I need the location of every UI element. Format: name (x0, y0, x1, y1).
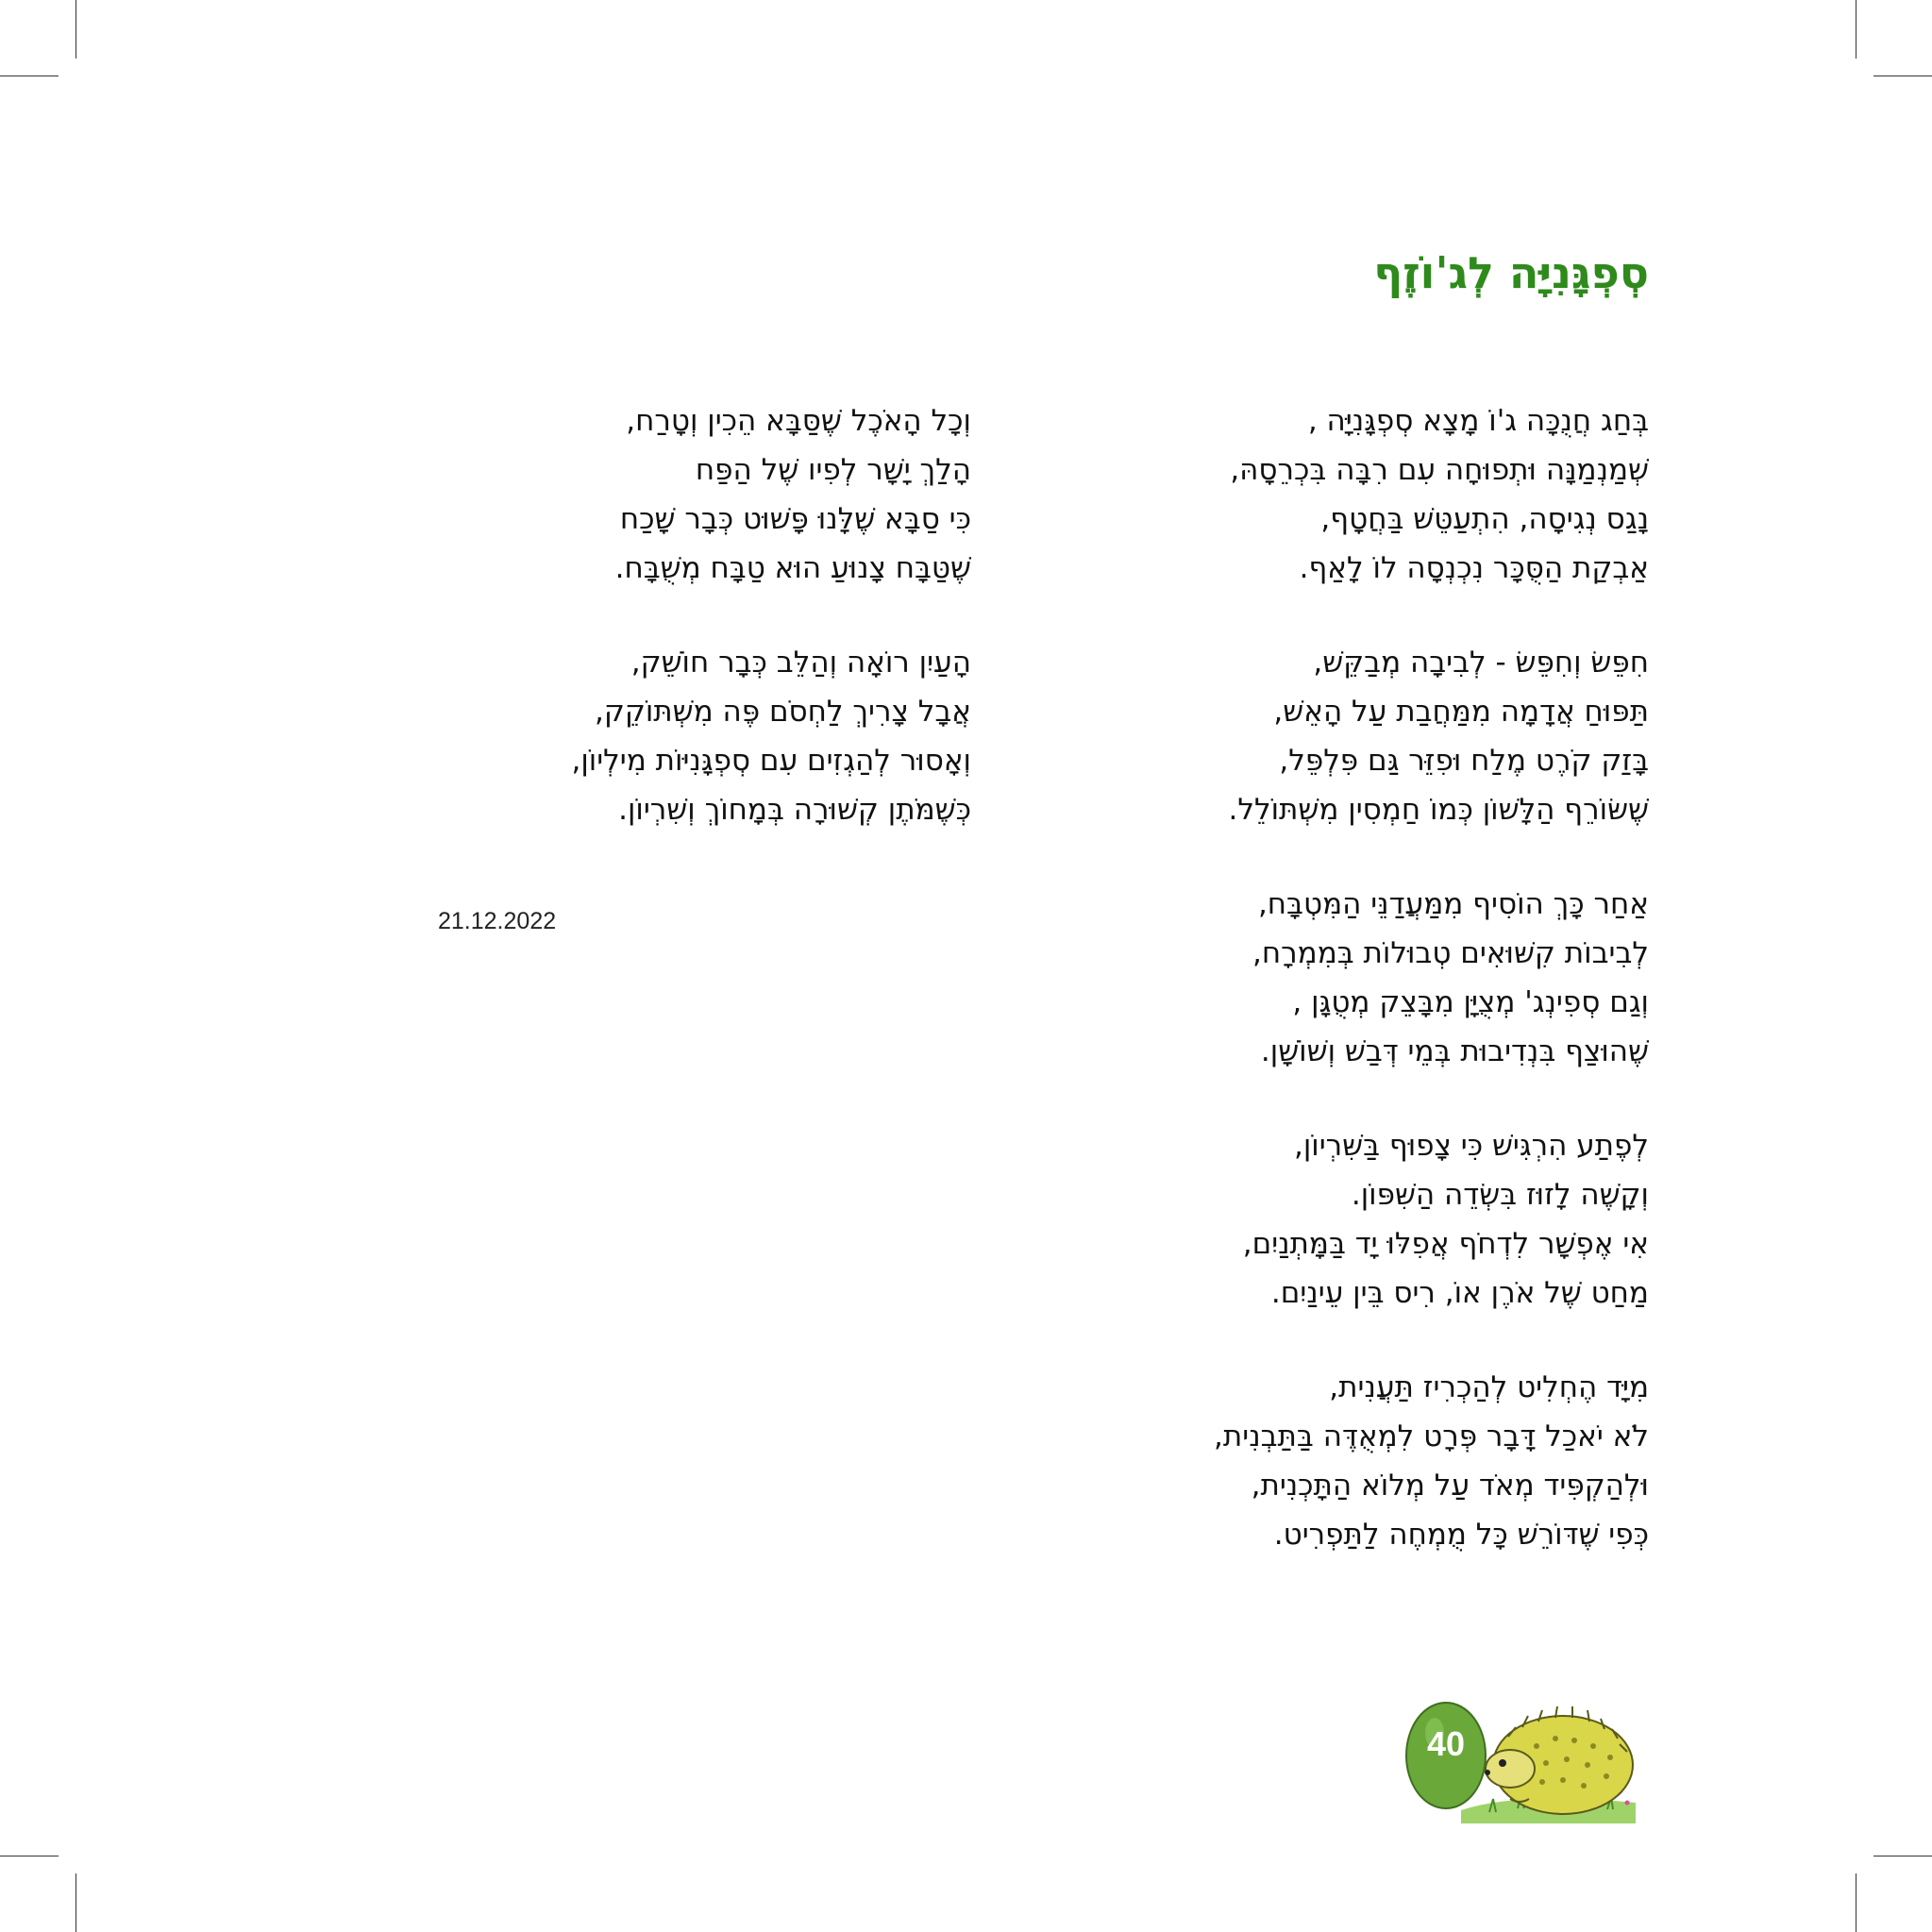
poem-line: בְּחַג חֲנֻכָּה ג'וֹ מָצָא סְפְגָּנִיָּה , (1307, 404, 1649, 438)
poem-column-right (1083, 396, 1649, 1604)
poem-line: וּלְהַקְפִּיד מְאֹד עַל מְלוֹא הַתָּכְנִית, (1251, 1469, 1649, 1503)
poem-line: תַּפּוּחַ אֲדָמָה מִמַּחֲבַת עַל הָאֵשׁ, (1273, 695, 1649, 729)
stanza (1083, 638, 1649, 834)
page-number: 40 (1426, 1724, 1466, 1763)
poem-line: אַבְקַת הַסֻּכָּר נִכְנְסָה לוֹ לָאַף. (1299, 551, 1649, 585)
poem-line: הָעַיִן רוֹאָה וְהַלֵּב כְּבָר חוֹשֵׁק, (630, 646, 971, 680)
poem-line: וְקָשֶׁה לָזוּז בִּשְׂדֵה הַשִּׁפּוֹן. (1351, 1178, 1649, 1212)
poem-line: מַחַט שֶׁל אֹרֶן אוֹ, רִיס בֵּין עֵינַיִם. (1270, 1276, 1649, 1310)
poem-line: וְגַם סְפִינְג' מְצֻיָּן מִבָּצֵק מְטֻגָּן , (1292, 985, 1649, 1019)
poem-line: בָּזַק קֹרֶט מֶלַח וּפִזֵּר גַּם פִּלְפֵּל, (1279, 744, 1649, 778)
poem-line: הָלַךְ יָשָׁר לְפִיו שֶׁל הַפַּח (695, 453, 971, 487)
poem-line: שֶׁטַּבָּח צָנוּעַ הוּא טַבָּח מְשֻׁבָּח. (614, 551, 971, 585)
poem-line: שְׁמַנְמַנָּה וּתְפוּחָה עִם רִבָּה בִּכְרֵסָהּ, (1230, 453, 1649, 487)
poem-line: לֹא יֹאכַל דָּבָר פְּרָט לִמְאֻדֶּה בַּתַּבְנִית, (1214, 1420, 1649, 1453)
stanza (1083, 880, 1649, 1076)
stanza (1083, 1121, 1649, 1318)
poem-line: לְבִיבוֹת קִשּׁוּאִים טְבוּלוֹת בְּמִמְרָח, (1252, 936, 1649, 970)
poem-line: כְּשֶׁמֹּתֶן קְשׁוּרָה בְּמָחוֹךְ וְשִׁרְיוֹן. (618, 793, 971, 827)
poem-line: חִפֵּשׂ וְחִפֵּשׂ - לְבִיבָה מְבַקֵּשׁ, (1313, 646, 1649, 680)
stanza (443, 638, 971, 834)
stanza (443, 396, 971, 593)
poem-line: אַחַר כָּךְ הוֹסִיף מִמַּעֲדַנֵּי הַמִּטְבָּח, (1257, 887, 1649, 921)
poem-title: סְפְגָּנִיָּה לְג'וֹזֶף (1373, 247, 1649, 298)
poem-line: שֶׁהוּצַף בִּנְדִיבוּת בְּמֵי דְּבַשׁ וְשׁוֹשָׁן. (1260, 1034, 1649, 1068)
poem-line: אִי אֶפְשָׁר לִדְחֹף אֲפִלּוּ יָד בַּמָּתְנַיִם, (1242, 1227, 1649, 1261)
poem-line: וְכָל הָאֹכֶל שֶׁסַּבָּא הֵכִין וְטָרַח, (626, 404, 971, 438)
stanza (1083, 1363, 1649, 1559)
poem-column-left (443, 396, 971, 880)
poem-line: לְפֶתַע הִרְגִּישׁ כִּי צָפוּף בַּשִּׁרְיוֹן, (1293, 1129, 1649, 1163)
poem-line: וְאָסוּר לְהַגְזִים עִם סְפְגָּנִיּוֹת מִילְיוֹן, (571, 744, 971, 778)
poem-line: כְּפִי שֶׁדּוֹרֵשׁ כָּל מֻמְחֶה לַתַּפְרִיט. (1273, 1518, 1649, 1552)
poem-line: מִיָּד הֶחְלִיט לְהַכְרִיז תַּעֲנִית, (1329, 1370, 1649, 1404)
poem-line: שֶׁשּׂוֹרֵף הַלָּשׁוֹן כְּמוֹ חַמְסִין מִשְׁתּוֹלֵל. (1228, 793, 1649, 827)
poem-line: כִּי סַבָּא שֶׁלָּנוּ פָּשׁוּט כְּבָר שָׁכַח (619, 502, 971, 536)
poem-date: 21.12.2022 (438, 908, 557, 934)
stanza (1083, 396, 1649, 593)
poem-line: נָגַס נְגִיסָה, הִתְעַטֵּשׁ בַּחֲטָף, (1320, 502, 1649, 536)
poem-line: אֲבָל צָרִיךְ לַחְסֹם פֶּה מִשְׁתּוֹקֵק, (594, 695, 971, 729)
